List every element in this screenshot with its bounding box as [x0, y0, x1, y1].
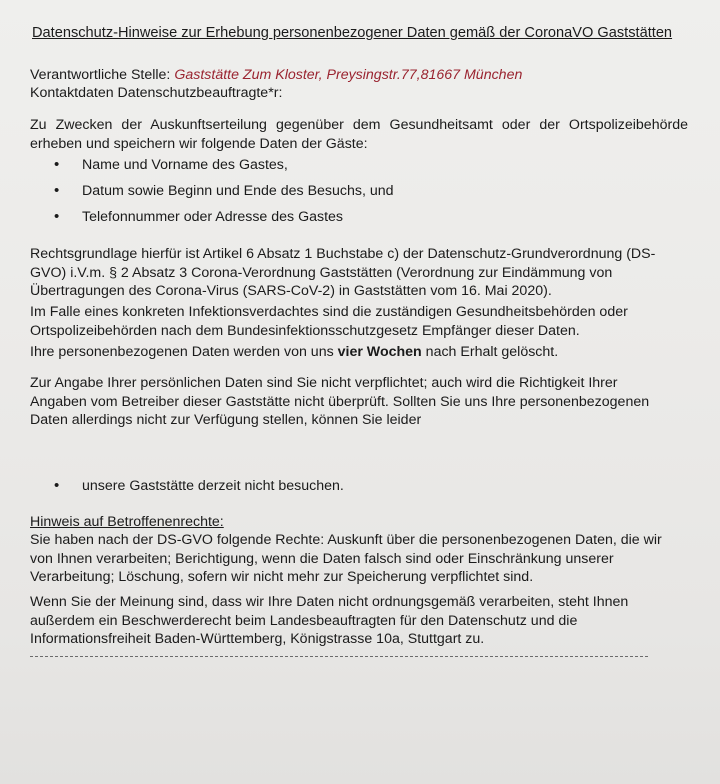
list-item: • Datum sowie Beginn und Ende des Besuchs, und	[54, 182, 394, 199]
voluntary-list	[30, 477, 344, 503]
bullet-icon: •	[54, 156, 60, 173]
purpose-intro: Zu Zwecken der Auskunftserteilung gegenüber dem Gesundheitsamt oder der Ortspolizeibehörde erheben und speichern wir folgende Daten der Gäste:	[30, 117, 688, 152]
rights-text-2: Wenn Sie der Meinung sind, dass wir Ihre Daten nicht ordnungsgemäß verarbeiten, steht Ihnen außerdem ein Beschwerderecht beim Landesbeauftragten für den Datenschutz und die Informationsfreiheit Baden-Württemberg, Königstrasse 10a, Stuttgart zu.	[30, 594, 629, 648]
list-item: • unsere Gaststätte derzeit nicht besuchen.	[54, 477, 344, 494]
controller-line	[30, 66, 690, 85]
controller-label: Verantwortliche Stelle:	[30, 67, 175, 83]
legal-recipients: Im Falle eines konkreten Infektionsverdachtes sind die zuständigen Gesundheitsbehörden oder Ortspolizeibehörden nach dem Bundesinfektionsschutzgesetz Empfänger dieser Daten.	[30, 304, 628, 339]
list-item: • Telefonnummer oder Adresse des Gastes	[54, 208, 344, 225]
list-item: • Name und Vorname des Gastes,	[54, 156, 288, 173]
rights-text-1: Sie haben nach der DS-GVO folgende Rechte: Auskunft über die personenbezogenen Daten, die wir von Ihnen verarbeiten; Berichtigung, wenn die Daten falsch sind oder Einschränkung unserer Verarbeitung; Löschung, sofern wir nicht mehr zur Speicherung verpflichtet sind.	[30, 532, 662, 586]
rights-heading: Hinweis auf Betroffenenrechte:	[30, 514, 224, 530]
legal-basis: Rechtsgrundlage hierfür ist Artikel 6 Absatz 1 Buchstabe c) der Datenschutz-Grundverordnung (DS-GVO) i.V.m. § 2 Absatz 3 Corona-Verordnung Gaststätten (Verordnung zur Eindämmung von Übertragungen des Corona-Virus (SARS-CoV-2) in Gaststätten vom 16. Mai 2020).	[30, 246, 656, 300]
voluntary-text: Zur Angabe Ihrer persönlichen Daten sind Sie nicht verpflichtet; auch wird die Richtigkeit Ihrer Angaben vom Betreiber dieser Gaststätte nicht überprüft. Sollten Sie uns Ihre personenbezogenen Daten allerdings nicht zur Verfügung stellen, können Sie leider	[30, 375, 650, 429]
dashed-divider	[30, 656, 648, 657]
deletion-period: vier Wochen	[337, 344, 422, 360]
legal-deletion: Ihre personenbezogenen Daten werden von uns vier Wochen nach Erhalt gelöscht.	[30, 344, 559, 360]
bullet-icon: •	[54, 208, 60, 225]
bullet-icon: •	[54, 477, 60, 494]
purpose-list	[30, 156, 394, 234]
bullet-icon: •	[54, 182, 60, 199]
document-title: Datenschutz-Hinweise zur Erhebung personenbezogener Daten gemäß der CoronaVO Gaststätten	[32, 25, 673, 41]
dpo-contact-line: Kontaktdaten Datenschutzbeauftragte*r:	[30, 85, 283, 101]
controller-value: Gaststätte Zum Kloster, Preysingstr.77,81667 München	[174, 67, 523, 83]
